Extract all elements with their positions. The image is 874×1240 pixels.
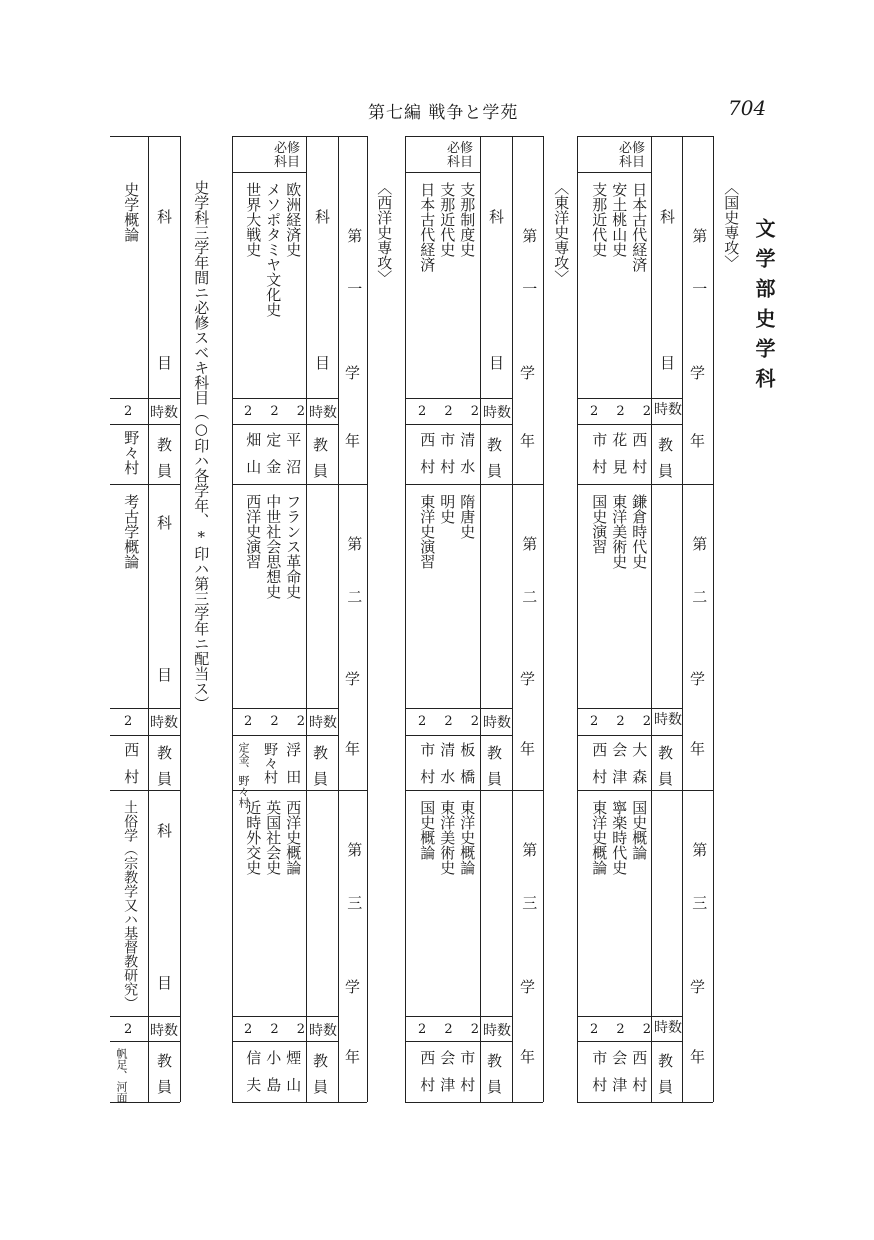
seiyoshi-y1-hours: 2 2 2 <box>244 404 313 419</box>
toyoshi-y2-hours: 2 2 2 <box>418 714 487 729</box>
toyoshi-subject-header: 科 <box>489 208 505 226</box>
seiyoshi-y2-subject-2: 中世社会思想史 <box>264 494 283 599</box>
seiyoshi-year2-gaku: 学 <box>345 670 361 688</box>
seiyoshi-teacher-b-y3: 員 <box>313 1078 329 1096</box>
seiyoshi-jiku-y2: 時数 <box>309 715 337 731</box>
toyoshi-jiku-y3: 時数 <box>483 1023 511 1039</box>
section-title: 文学部史学科 <box>752 218 776 398</box>
toyoshi-year2: 第二 <box>520 536 539 642</box>
seiyoshi-year3-gaku: 学 <box>345 978 361 996</box>
kokushi-year3: 第三 <box>690 842 709 948</box>
common-y2-subject: 考古学概論 <box>122 494 141 569</box>
seiyoshi-teacher-b-y1: 員 <box>313 462 329 480</box>
seiyoshi-y3-subject-3: 近時外交史 <box>244 800 263 875</box>
seiyoshi-year1: 第一 <box>345 228 364 334</box>
toyoshi-y1-subject-2: 支那近代史 <box>438 182 457 257</box>
toyoshi-y1-teacher-1: 清水 <box>458 432 477 486</box>
kokushi-y1-subject-2: 安土桃山史 <box>610 182 629 257</box>
toyoshi-y1-teacher-2: 市村 <box>438 432 457 486</box>
seiyoshi-year2: 第二 <box>345 536 364 642</box>
kokushi-year2-nen: 年 <box>690 740 706 758</box>
seiyoshi-y3-hours: 2 2 2 <box>244 1022 313 1037</box>
toyoshi-required-label: 必修 科目 <box>446 141 473 170</box>
common-teacher-b-y3: 員 <box>157 1078 173 1096</box>
kokushi-year3-nen: 年 <box>690 1048 706 1066</box>
toyoshi-y3-hours: 2 2 2 <box>418 1022 487 1037</box>
kokushi-jiku-y1: 時数 <box>654 402 682 418</box>
seiyoshi-y2-hours: 2 2 2 <box>244 714 313 729</box>
common-teacher-a-y1: 教 <box>157 436 173 454</box>
seiyoshi-year2-nen: 年 <box>345 740 361 758</box>
seiyoshi-year1-gaku: 学 <box>345 364 361 382</box>
seiyoshi-y2-teacher-2: 野々村 <box>262 742 279 784</box>
seiyoshi-required-label: 必修 科目 <box>273 141 300 170</box>
seiyoshi-jiku-y3: 時数 <box>309 1023 337 1039</box>
kokushi-y2-teacher-1: 大森 <box>630 742 649 796</box>
common-y2-teacher: 西村 <box>122 742 141 796</box>
common-subject-header-y3: 科 <box>157 822 173 840</box>
toyoshi-y2-teacher-3: 市村 <box>418 742 437 796</box>
kokushi-year3-gaku: 学 <box>690 978 706 996</box>
common-jiku-y2: 時数 <box>150 715 178 731</box>
toyoshi-year3-gaku: 学 <box>520 978 536 996</box>
toyoshi-y2-subject-1: 隋唐史 <box>458 494 477 539</box>
common-y2-hours: 2 <box>124 714 140 729</box>
seiyoshi-y2-subject-1: フランス革命史 <box>284 494 303 599</box>
common-note: 史学科三学年間ニ必修スベキ科目（○印ハ各学年、*印ハ第三学年ニ配当ス） <box>192 180 211 711</box>
kokushi-y2-subject-2: 東洋美術史 <box>610 494 629 569</box>
toyoshi-y1-hours: 2 2 2 <box>418 404 487 419</box>
toyoshi-y3-subject-2: 東洋美術史 <box>438 800 457 875</box>
toyoshi-y3-subject-1: 東洋史概論 <box>458 800 477 875</box>
toyoshi-y2-subject-3: 東洋史演習 <box>418 494 437 569</box>
kokushi-y2-hours: 2 2 2 <box>590 714 659 729</box>
toyoshi-y2-teacher-2: 清水 <box>438 742 457 796</box>
kokushi-label: 〈国史専攻〉 <box>722 180 741 270</box>
seiyoshi-teacher-a-y1: 教 <box>313 436 329 454</box>
kokushi-y1-teacher-1: 西村 <box>630 432 649 486</box>
kokushi-teacher-a-y2: 教 <box>658 744 674 762</box>
kokushi-y1-hours: 2 2 2 <box>590 404 659 419</box>
seiyoshi-y2-teacher-small: 定金、野々村 <box>237 742 250 808</box>
seiyoshi-year3: 第三 <box>345 842 364 948</box>
common-teacher-a-y2: 教 <box>157 744 173 762</box>
toyoshi-y3-teacher-2: 会津 <box>438 1050 457 1104</box>
seiyoshi-y3-teacher-3: 信夫 <box>244 1050 263 1104</box>
toyoshi-y3-teacher-1: 市村 <box>458 1050 477 1104</box>
kokushi-teacher-a-y1: 教 <box>658 436 674 454</box>
toyoshi-year2-gaku: 学 <box>520 670 536 688</box>
kokushi-jiku-y2: 時数 <box>654 712 682 728</box>
kokushi-y2-subject-3: 国史演習 <box>590 494 609 554</box>
toyoshi-y3-teacher-3: 西村 <box>418 1050 437 1104</box>
common-y3-subject: 土俗学（宗教学又ハ基督教研究） <box>122 800 139 1010</box>
toyoshi-y1-teacher-3: 西村 <box>418 432 437 486</box>
page-number: 704 <box>728 96 767 120</box>
toyoshi-y1-subject-3: 日本古代経済 <box>418 182 437 272</box>
toyoshi-teacher-b-y1: 員 <box>487 462 503 480</box>
kokushi-y1-teacher-2: 花見 <box>610 432 629 486</box>
common-teacher-a-y3: 教 <box>157 1052 173 1070</box>
kokushi-y2-subject-1: 鎌倉時代史 <box>630 494 649 569</box>
kokushi-teacher-b-y1: 員 <box>658 462 674 480</box>
kokushi-year2-gaku: 学 <box>690 670 706 688</box>
toyoshi-year3-nen: 年 <box>520 1048 536 1066</box>
toyoshi-jiku-y2: 時数 <box>483 715 511 731</box>
toyoshi-year1-nen: 年 <box>520 432 536 450</box>
common-subject-header-b-y1: 目 <box>157 354 173 372</box>
seiyoshi-y2-teacher-1: 浮田 <box>284 742 303 796</box>
toyoshi-year1-gaku: 学 <box>520 364 536 382</box>
kokushi-y3-hours: 2 2 2 <box>590 1022 659 1037</box>
seiyoshi-y1-subject-1: 欧洲経済史 <box>284 182 303 257</box>
kokushi-y3-subject-1: 国史概論 <box>630 800 649 860</box>
kokushi-y3-subject-2: 寧楽時代史 <box>610 800 629 875</box>
common-jiku-y3: 時数 <box>150 1023 178 1039</box>
seiyoshi-y1-teacher-3: 畑山 <box>244 432 263 486</box>
kokushi-y3-teacher-1: 西村 <box>630 1050 649 1104</box>
kokushi-y1-subject-3: 支那近代史 <box>590 182 609 257</box>
common-teacher-b-y1: 員 <box>157 462 173 480</box>
kokushi-y3-teacher-3: 市村 <box>590 1050 609 1104</box>
common-teacher-b-y2: 員 <box>157 770 173 788</box>
kokushi-required-label: 必修 科目 <box>618 141 645 170</box>
toyoshi-label: 〈東洋史専攻〉 <box>552 180 571 285</box>
seiyoshi-subject-header-b: 目 <box>315 354 331 372</box>
seiyoshi-subject-header: 科 <box>315 208 331 226</box>
kokushi-subject-header-b: 目 <box>660 354 676 372</box>
toyoshi-y2-subject-2: 明史 <box>438 494 457 524</box>
common-subject-header-b-y2: 目 <box>157 666 173 684</box>
seiyoshi-y1-teacher-2: 定金 <box>264 432 283 486</box>
kokushi-year1: 第一 <box>690 228 709 334</box>
toyoshi-year1: 第一 <box>520 228 539 334</box>
seiyoshi-label: 〈西洋史専攻〉 <box>375 180 394 285</box>
seiyoshi-jiku-y1: 時数 <box>309 405 337 421</box>
common-jiku-y1: 時数 <box>150 405 178 421</box>
seiyoshi-y3-teacher-1: 煙山 <box>284 1050 303 1104</box>
seiyoshi-y3-subject-1: 西洋史概論 <box>284 800 303 875</box>
kokushi-y3-teacher-2: 会津 <box>610 1050 629 1104</box>
kokushi-teacher-a-y3: 教 <box>658 1052 674 1070</box>
common-subject-header-y1: 科 <box>157 208 173 226</box>
seiyoshi-y3-subject-2: 英国社会史 <box>264 800 283 875</box>
kokushi-y2-teacher-2: 会津 <box>610 742 629 796</box>
toyoshi-jiku-y1: 時数 <box>483 405 511 421</box>
toyoshi-year2-nen: 年 <box>520 740 536 758</box>
seiyoshi-teacher-a-y3: 教 <box>313 1052 329 1070</box>
kokushi-subject-header: 科 <box>660 208 676 226</box>
toyoshi-teacher-b-y3: 員 <box>487 1078 503 1096</box>
toyoshi-teacher-a-y1: 教 <box>487 436 503 454</box>
kokushi-year1-gaku: 学 <box>690 364 706 382</box>
kokushi-year1-nen: 年 <box>690 432 706 450</box>
toyoshi-year3: 第三 <box>520 842 539 948</box>
kokushi-y1-subject-1: 日本古代経済 <box>630 182 649 272</box>
seiyoshi-y1-subject-3: 世界大戦史 <box>244 182 263 257</box>
common-y3-hours: 2 <box>124 1022 140 1037</box>
toyoshi-y1-subject-1: 支那制度史 <box>458 182 477 257</box>
kokushi-teacher-b-y3: 員 <box>658 1078 674 1096</box>
common-y1-hours: 2 <box>124 404 140 419</box>
running-title: 第七編 戦争と学苑 <box>368 103 519 123</box>
seiyoshi-teacher-a-y2: 教 <box>313 744 329 762</box>
toyoshi-teacher-b-y2: 員 <box>487 770 503 788</box>
kokushi-teacher-b-y2: 員 <box>658 770 674 788</box>
kokushi-y2-teacher-3: 西村 <box>590 742 609 796</box>
kokushi-y1-teacher-3: 市村 <box>590 432 609 486</box>
seiyoshi-y2-subject-3: 西洋史演習 <box>244 494 263 569</box>
seiyoshi-year1-nen: 年 <box>345 432 361 450</box>
toyoshi-y2-teacher-1: 板橋 <box>458 742 477 796</box>
seiyoshi-year3-nen: 年 <box>345 1048 361 1066</box>
common-subject-header-b-y3: 目 <box>157 974 173 992</box>
common-y3-teacher: 帆足、河面 <box>115 1048 128 1103</box>
kokushi-y3-subject-3: 東洋史概論 <box>590 800 609 875</box>
toyoshi-subject-header-b: 目 <box>489 354 505 372</box>
seiyoshi-y1-teacher-1: 平沼 <box>284 432 303 486</box>
common-y1-teacher: 野々村 <box>122 430 141 475</box>
common-subject-header-y2: 科 <box>157 514 173 532</box>
kokushi-jiku-y3: 時数 <box>654 1020 682 1036</box>
toyoshi-teacher-a-y2: 教 <box>487 744 503 762</box>
seiyoshi-y3-teacher-2: 小島 <box>264 1050 283 1104</box>
seiyoshi-teacher-b-y2: 員 <box>313 770 329 788</box>
kokushi-year2: 第二 <box>690 536 709 642</box>
seiyoshi-y1-subject-2: メソポタミヤ文化史 <box>264 182 283 317</box>
common-y1-subject: 史学概論 <box>122 182 141 242</box>
toyoshi-teacher-a-y3: 教 <box>487 1052 503 1070</box>
toyoshi-y3-subject-3: 国史概論 <box>418 800 437 860</box>
